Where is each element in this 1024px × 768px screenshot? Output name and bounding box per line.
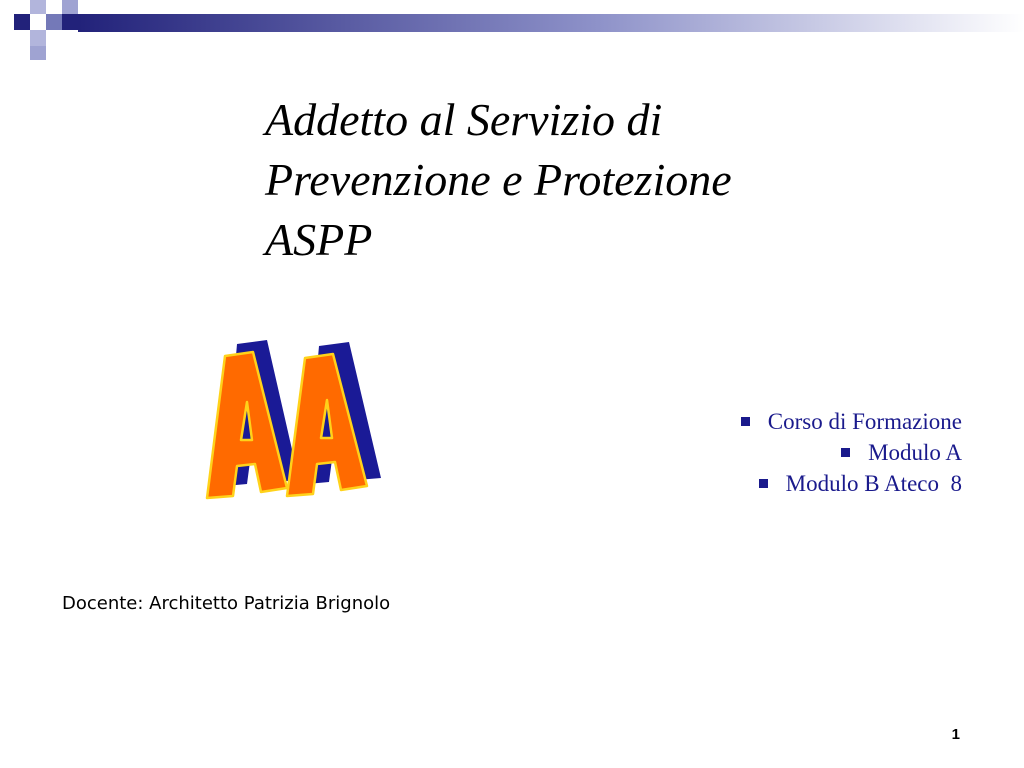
course-bullet-list [741,406,962,499]
slide-title [265,90,965,270]
square-bullet-icon [741,417,750,426]
list-item [741,406,962,437]
list-item [741,468,962,499]
bullet-text: Modulo A [868,440,962,465]
square-bullet-icon [841,448,850,457]
square-bullet-icon [759,479,768,488]
title-line: Prevenzione e Protezione [265,154,732,205]
aa-logo-icon [195,330,400,500]
bullet-text: Corso di Formazione [767,409,962,434]
list-item [741,437,962,468]
instructor-label: Docente: Architetto Patrizia Brignolo [62,593,391,614]
bullet-text: Modulo B Ateco 8 [785,471,962,496]
checkered-banner-icon [0,0,1024,64]
title-line: ASPP [265,214,373,265]
slide-number: 1 [951,726,960,743]
title-line: Addetto al Servizio di [265,94,663,145]
